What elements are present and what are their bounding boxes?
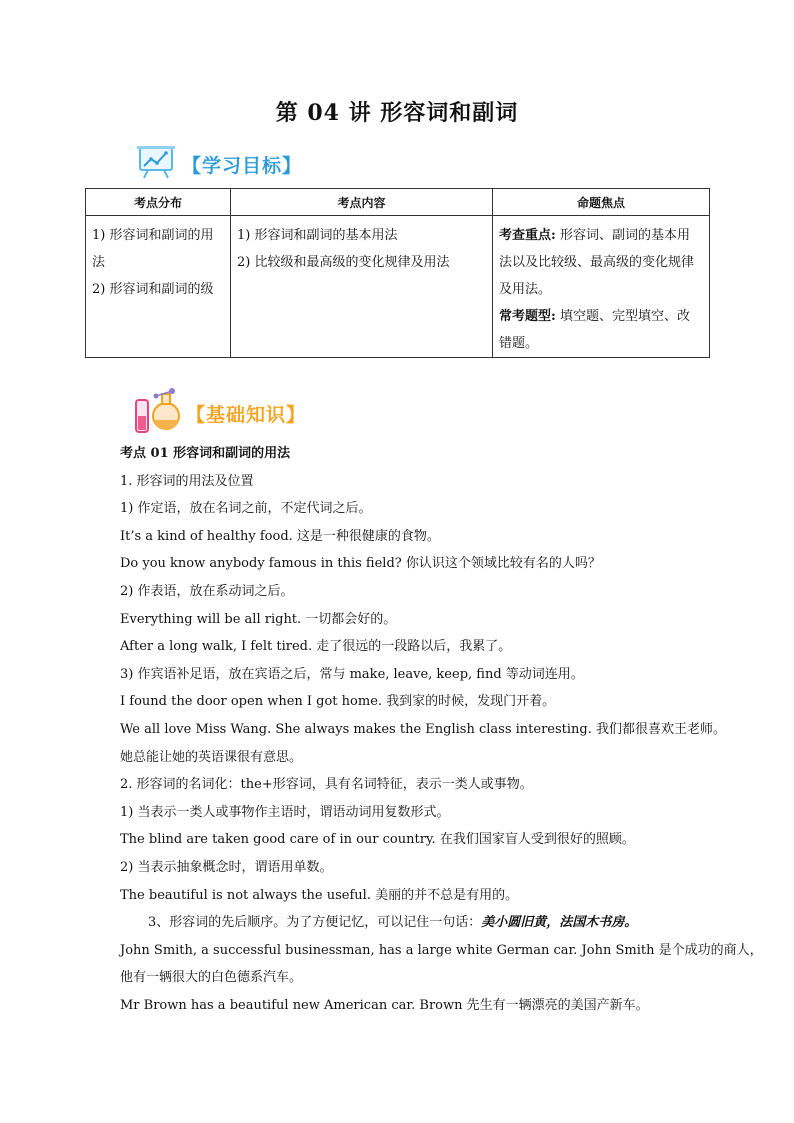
knowledge-body <box>120 440 763 1019</box>
board-chart-icon <box>136 144 178 184</box>
body-line: Do you know anybody famous in this field? 你认识这个领域比较有名的人吗？ <box>120 556 601 572</box>
cell-line: 法以及比较级、最高级的变化规律 <box>499 255 695 270</box>
table-header: 命题焦点 <box>493 189 710 216</box>
section-label: 【学习目标】 <box>182 154 303 177</box>
order-line <box>120 909 720 937</box>
body-line: John Smith, a successful businessman, has a large white German car. John Smith 是个成功的商人， <box>120 942 763 958</box>
section-learning-goals <box>136 144 302 184</box>
order-mnemonic: 美小圆旧黄，法国木书房。 <box>481 915 638 931</box>
body-line: 1) 当表示一类人或事物作主语时，谓语动词用复数形式。 <box>120 804 450 820</box>
page-title: 第 04 讲 形容词和副词 <box>275 100 519 126</box>
table-header: 考点分布 <box>86 189 231 216</box>
cell-line: 1) 形容词和副词的用 <box>92 228 214 243</box>
body-line: We all love Miss Wang. She always makes the English class interesting. 我们都很喜欢王老师。 <box>120 721 726 737</box>
body-line: I found the door open when I got home. 我到家的时候，发现门开着。 <box>120 694 556 710</box>
body-line: 1. 形容词的用法及位置 <box>120 473 254 489</box>
cell-line <box>499 303 703 330</box>
order-text: 3、形容词的先后顺序。为了方便记忆，可以记住一句话： <box>148 915 482 931</box>
table-header: 考点内容 <box>231 189 493 216</box>
learning-goals-table <box>85 188 710 358</box>
body-line: 2. 形容词的名词化：the+形容词，具有名词特征，表示一类人或事物。 <box>120 777 533 793</box>
body-line: Mr Brown has a beautiful new American car. Brown 先生有一辆漂亮的美国产新车。 <box>120 997 649 1013</box>
section-label: 【基础知识】 <box>186 403 307 426</box>
cell-line: 法 <box>92 255 106 270</box>
table-cell-distribution <box>86 216 231 358</box>
cell-line: 1) 形容词和副词的基本用法 <box>237 228 398 243</box>
body-line: 他有一辆很大的白色德系汽车。 <box>120 970 303 986</box>
body-line: 2) 当表示抽象概念时，谓语用单数。 <box>120 859 333 875</box>
focus-label: 考查重点: <box>499 228 556 243</box>
table-cell-focus <box>493 216 710 358</box>
cell-line <box>499 222 703 249</box>
body-line: The blind are taken good care of in our country. 在我们国家盲人受到很好的照顾。 <box>120 832 635 848</box>
section-basic-knowledge <box>130 386 306 440</box>
cell-line: 2) 形容词和副词的级 <box>92 282 214 297</box>
focus-text: 形容词、副词的基本用 <box>555 228 690 243</box>
body-line: 1) 作定语，放在名词之前，不定代词之后。 <box>120 501 372 517</box>
body-line: After a long walk, I felt tired. 走了很远的一段路以后，我累了。 <box>120 639 512 655</box>
body-line: 3) 作宾语补足语，放在宾语之后，常与 make, leave, keep, find 等动词连用。 <box>120 666 584 682</box>
table-row <box>86 216 710 358</box>
cell-line: 错题。 <box>499 336 539 351</box>
type-label: 常考题型: <box>499 309 556 324</box>
type-text: 填空题、完型填空、改 <box>555 309 690 324</box>
body-line: 她总能让她的英语课很有意思。 <box>120 749 303 765</box>
point-title: 考点 01 形容词和副词的用法 <box>120 446 291 461</box>
flask-icon <box>130 386 184 440</box>
body-line: The beautiful is not always the useful. 美丽的并不总是有用的。 <box>120 887 519 903</box>
cell-line: 2) 比较级和最高级的变化规律及用法 <box>237 255 450 270</box>
table-header-row <box>86 189 710 216</box>
table-cell-content <box>231 216 493 358</box>
cell-line: 及用法。 <box>499 282 552 297</box>
body-line: Everything will be all right. 一切都会好的。 <box>120 611 397 627</box>
body-line: It’s a kind of healthy food. 这是一种很健康的食物。 <box>120 528 440 544</box>
body-line: 2) 作表语，放在系动词之后。 <box>120 583 294 599</box>
